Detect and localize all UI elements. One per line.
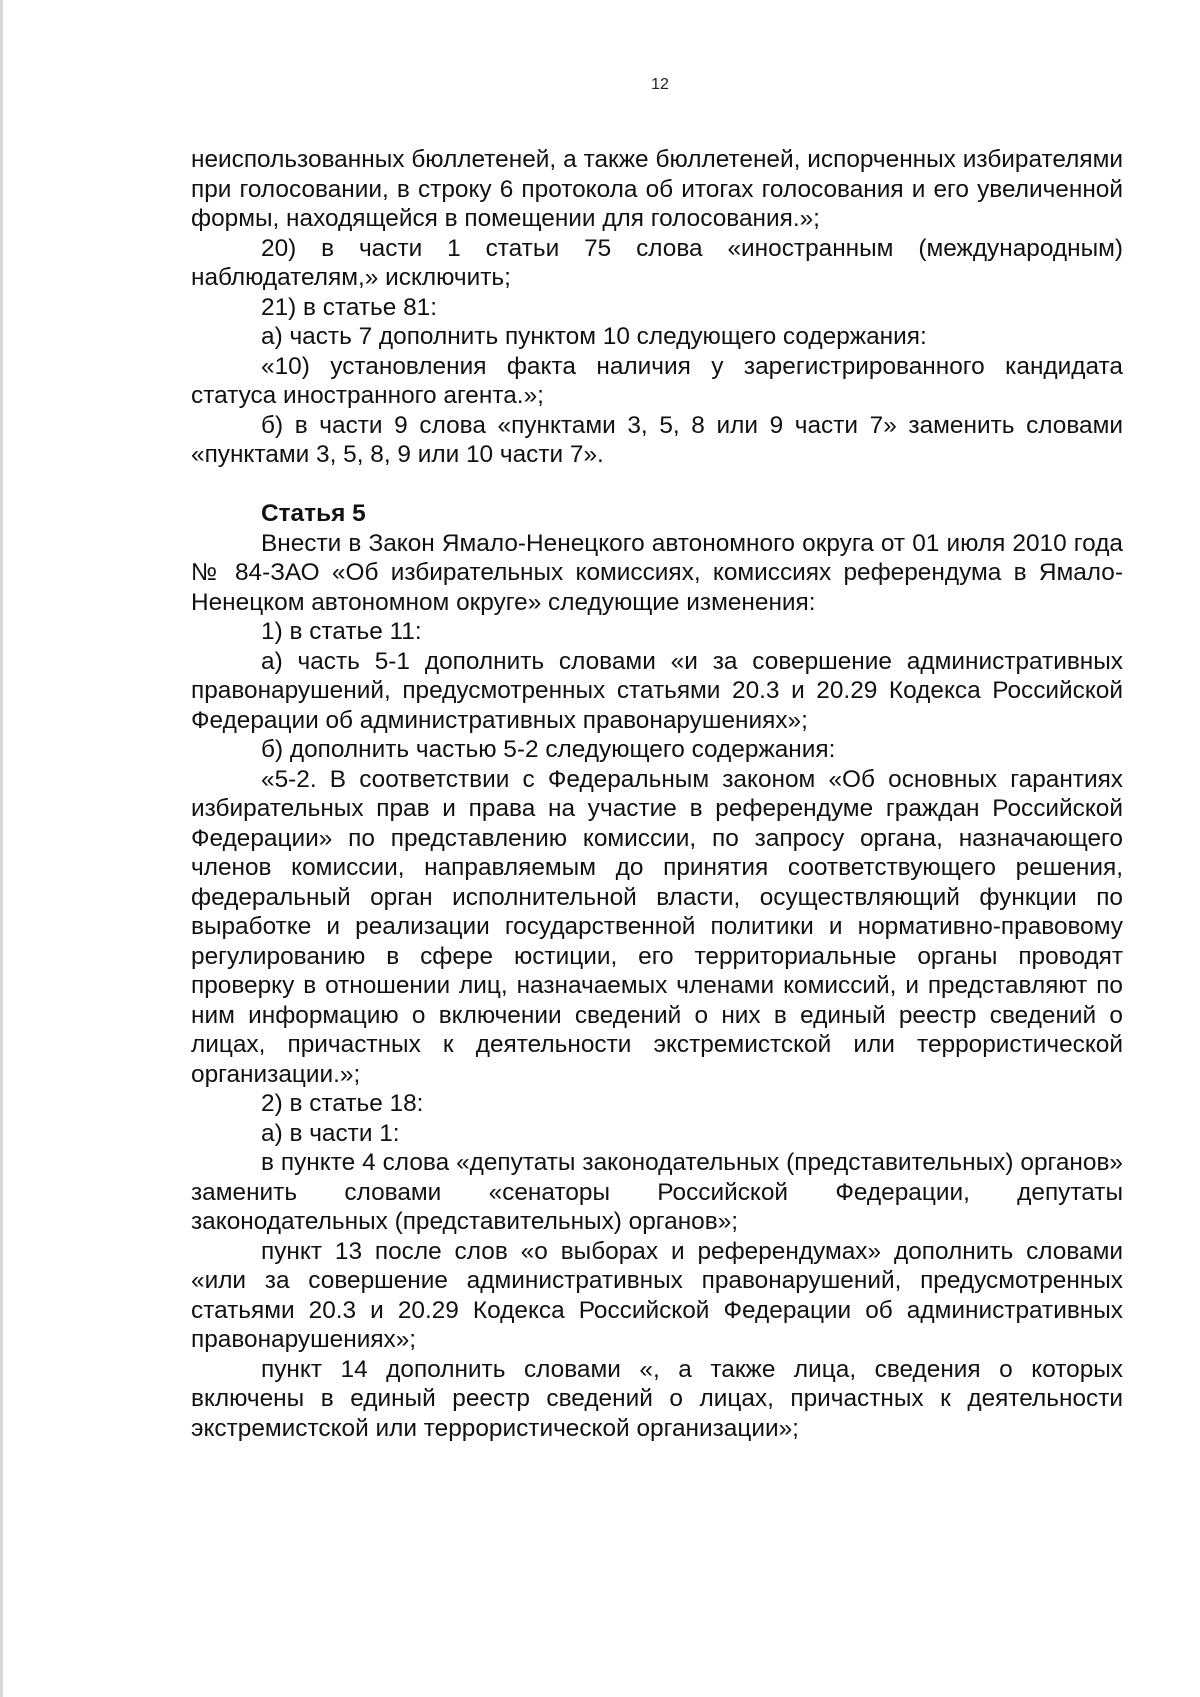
paragraph: в пункте 4 слова «депутаты законодательных (представительных) органов» заменить словами «сенаторы Российской Федерации, депутаты законодательных (представительных) органов»; [191,1149,1123,1235]
paragraph: «10) установления факта наличия у зарегистрированного кандидата статуса иностранного агента.»; [191,352,1123,409]
paragraph: б) в части 9 слова «пунктами 3, 5, 8 или 9 части 7» заменить словами «пунктами 3, 5, 8, 9 или 10 части 7». [191,411,1123,468]
paragraphs-before-article [191,145,1123,470]
paragraph: а) часть 7 дополнить пунктом 10 следующего содержания: [261,323,927,350]
paragraph: а) часть 5-1 дополнить словами «и за совершение административных правонарушений, предусмотренных статьями 20.3 и 20.29 Кодекса Российской Федерации об административных правонарушениях»; [191,647,1123,734]
paragraph: 21) в статье 81: [261,293,438,321]
paragraph: 1) в статье 11: [261,618,422,645]
paragraph: пункт 13 после слов «о выборах и референдумах» дополнить словами «или за совершение административных правонарушений, предусмотренных статьями 20.3 и 20.29 Кодекса Российской Федерации об административных правонарушениях»; [191,1237,1123,1353]
paragraph: 20) в части 1 статьи 75 слова «иностранным (международным) наблюдателям,» исключить; [191,234,1123,291]
document-body [191,145,1123,1443]
paragraphs-article-5 [191,529,1123,1444]
paragraph: пункт 14 дополнить словами «, а также лица, сведения о которых включены в единый реестр сведений о лицах, причастных к деятельности экстремистской или террористической организации»; [191,1355,1123,1442]
paragraph: неиспользованных бюллетеней, а также бюллетеней, испорченных избирателями при голосовании, в строку 6 протокола об итогах голосования и его увеличенной формы, находящейся в помещении для голосования.»; [191,146,1123,232]
page-number: 12 [651,76,669,93]
paragraph: «5-2. В соответствии с Федеральным законом «Об основных гарантиях избирательных прав и права на участие в референдуме граждан Российской Федерации» по представлению комиссии, по запросу органа, назначающего членов комиссии, направляемым до принятия соответствующего решения, федеральный орган исполнительной власти, осуществляющий функции по выработке и реализации государственной политики и нормативно-правовому регулированию в сфере юстиции, его территориальные органы проводят проверку в отношении лиц, назначаемых членами комиссий, и представляют по ним информацию о включении сведений о них в единый реестр сведений о лицах, причастных к деятельности экстремистской или террористической организации.»; [191,765,1123,1088]
paragraph: б) дополнить частью 5-2 следующего содержания: [261,736,836,763]
paragraph: а) в части 1: [261,1119,400,1147]
section-gap [191,470,1123,500]
paragraph: 2) в статье 18: [261,1090,424,1117]
article-heading: Статья 5 [261,500,366,527]
paragraph: Внести в Закон Ямало-Ненецкого автономного округа от 01 июля 2010 года № 84-ЗАО «Об избирательных комиссиях, комиссиях референдума в Ямало-Ненецком автономном округе» следующие изменения: [191,529,1123,616]
scan-edge [0,0,3,1697]
